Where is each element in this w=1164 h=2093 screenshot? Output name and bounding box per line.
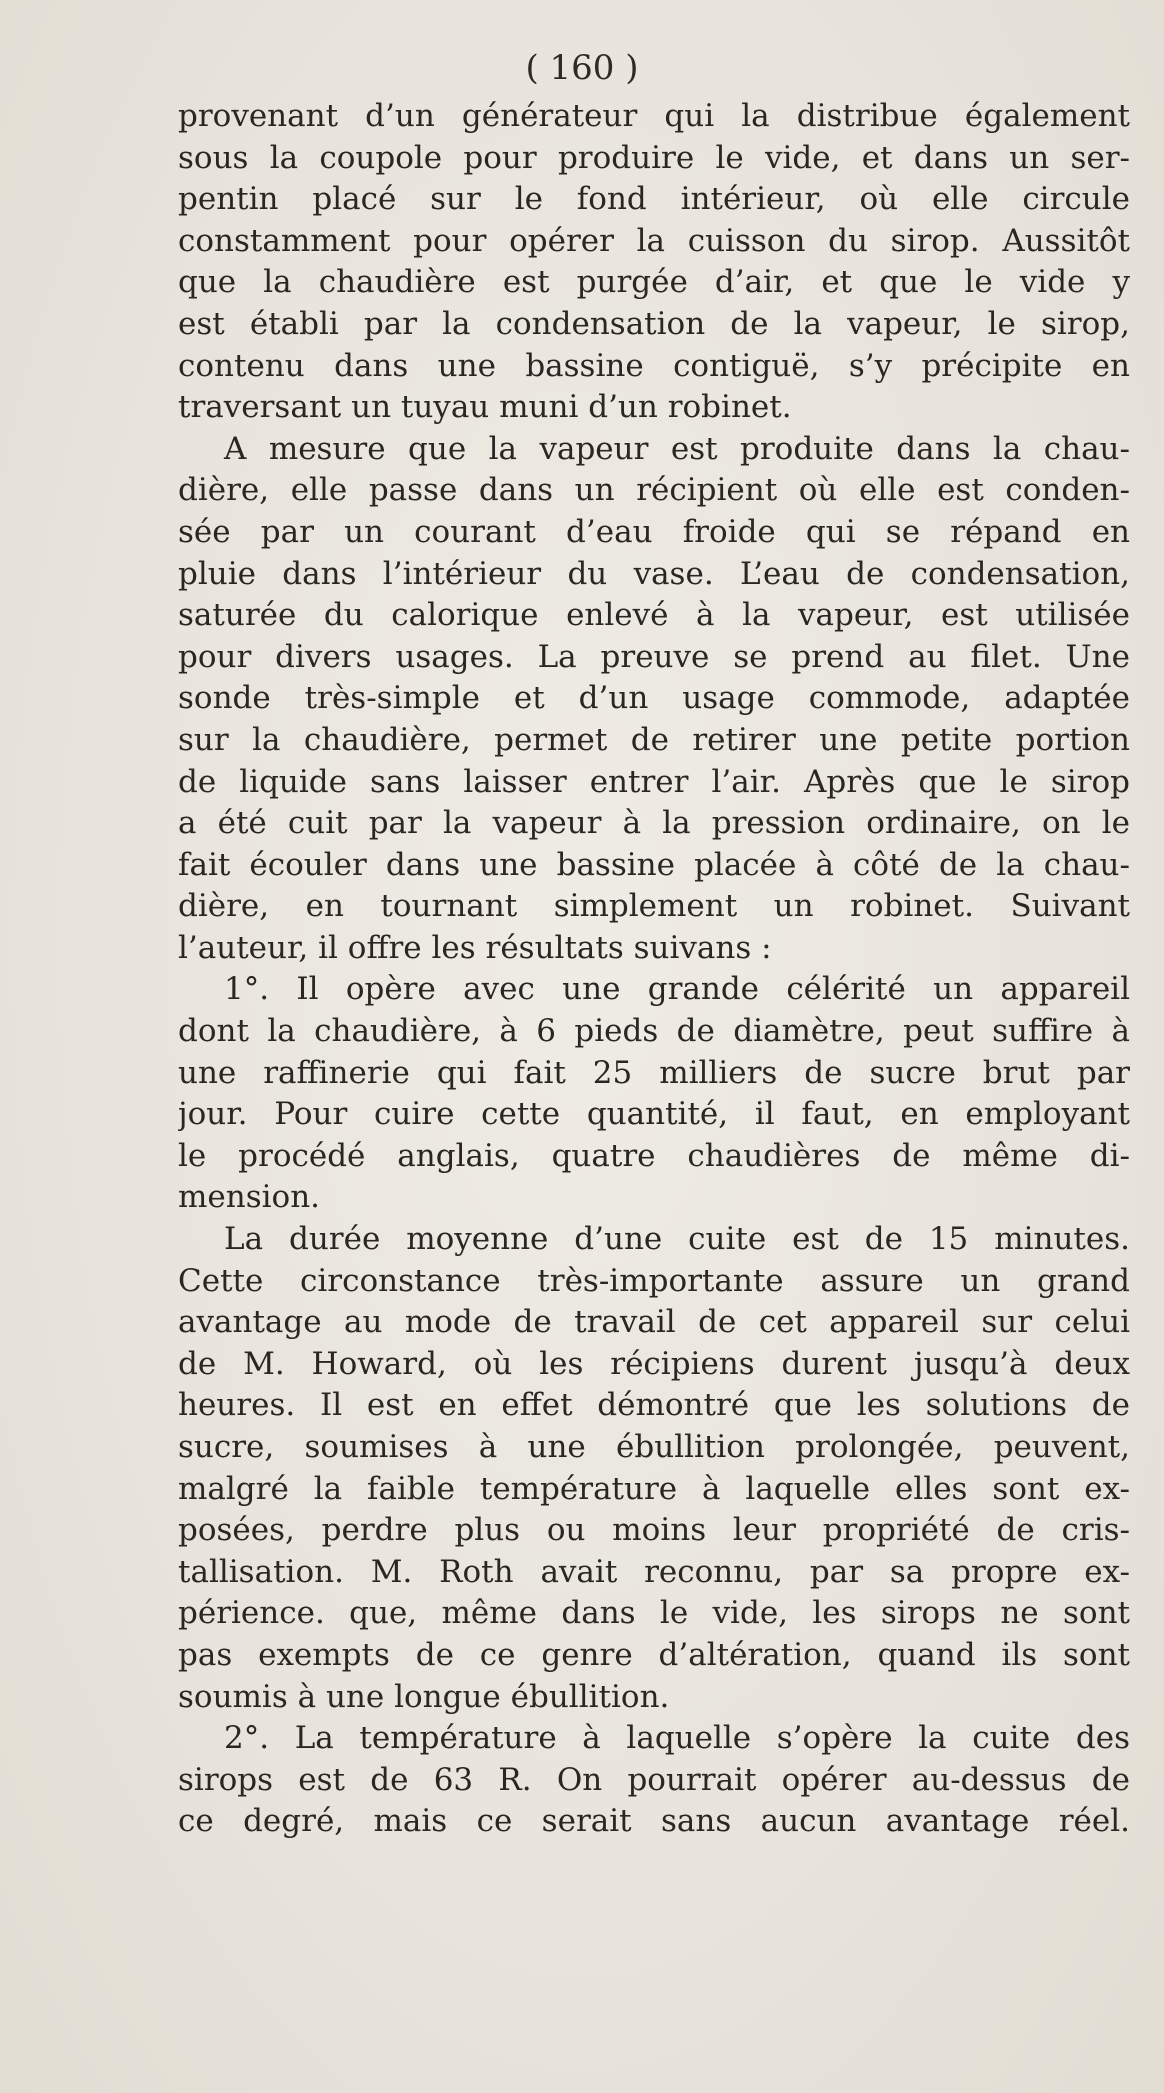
text-line: saturée du calorique enlevé à la vapeur, est utilisée bbox=[178, 597, 1130, 634]
paragraph bbox=[178, 96, 1130, 429]
text-line: traversant un tuyau muni d’un robinet. bbox=[178, 389, 792, 426]
text-line: a été cuit par la vapeur à la pression ordinaire, on le bbox=[178, 805, 1130, 842]
text-line: pluie dans l’intérieur du vase. L’eau de condensation, bbox=[178, 555, 1130, 592]
text-line: constamment pour opérer la cuisson du sirop. Aussitôt bbox=[178, 222, 1130, 259]
text-line: une raffinerie qui fait 25 milliers de sucre brut par bbox=[178, 1054, 1130, 1091]
text-line: de M. Howard, où les récipiens durent jusqu’à deux bbox=[178, 1345, 1130, 1382]
text-line: malgré la faible température à laquelle elles sont ex- bbox=[178, 1470, 1130, 1507]
text-line: sur la chaudière, permet de retirer une petite portion bbox=[178, 721, 1130, 758]
text-line: pentin placé sur le fond intérieur, où elle circule bbox=[178, 181, 1130, 218]
text-line: avantage au mode de travail de cet appareil sur celui bbox=[178, 1304, 1130, 1341]
text-line: pour divers usages. La preuve se prend au filet. Une bbox=[178, 638, 1130, 675]
text-line: sous la coupole pour produire le vide, et dans un ser- bbox=[178, 139, 1130, 176]
text-line: sucre, soumises à une ébullition prolongée, peuvent, bbox=[178, 1429, 1130, 1465]
text-line: ce degré, mais ce serait sans aucun avantage réel. bbox=[178, 1803, 1130, 1840]
text-line: La durée moyenne d’une cuite est de 15 minutes. bbox=[224, 1221, 1130, 1258]
text-line: de liquide sans laisser entrer l’air. Après que le sirop bbox=[178, 763, 1130, 800]
text-line: sirops est de 63 R. On pourrait opérer au-dessus de bbox=[178, 1761, 1130, 1798]
text-line: dont la chaudière, à 6 pieds de diamètre, peut suffire à bbox=[178, 1013, 1130, 1050]
text-line: tallisation. M. Roth avait reconnu, par sa propre ex- bbox=[178, 1553, 1130, 1590]
text-line: dière, en tournant simplement un robinet. Suivant bbox=[178, 888, 1130, 925]
text-line: pas exempts de ce genre d’altération, quand ils sont bbox=[178, 1636, 1130, 1673]
text-line: Cette circonstance très-importante assure un grand bbox=[178, 1262, 1130, 1299]
text-line: provenant d’un générateur qui la distribue également bbox=[178, 98, 1130, 134]
paragraph bbox=[178, 969, 1130, 1219]
page-number: ( 160 ) bbox=[525, 48, 639, 88]
text-line: sée par un courant d’eau froide qui se répand en bbox=[178, 513, 1130, 550]
text-line: l’auteur, il offre les résultats suivans : bbox=[178, 929, 772, 966]
text-line: sonde très-simple et d’un usage commode, adaptée bbox=[178, 680, 1130, 717]
paragraph bbox=[178, 1718, 1130, 1843]
text-line: fait écouler dans une bassine placée à côté de la chau- bbox=[178, 846, 1130, 883]
text-line: dière, elle passe dans un récipient où elle est conden- bbox=[178, 472, 1130, 509]
body-text bbox=[178, 96, 1130, 1843]
text-line: 1°. Il opère avec une grande célérité un appareil bbox=[224, 971, 1130, 1008]
text-line: que la chaudière est purgée d’air, et que le vide y bbox=[178, 264, 1130, 301]
text-line: heures. Il est en effet démontré que les solutions de bbox=[178, 1387, 1130, 1424]
text-line: soumis à une longue ébullition. bbox=[178, 1678, 670, 1715]
text-line: mension. bbox=[178, 1179, 321, 1216]
text-line: est établi par la condensation de la vapeur, le sirop, bbox=[178, 305, 1130, 342]
text-line: périence. que, même dans le vide, les sirops ne sont bbox=[178, 1595, 1130, 1632]
paragraph bbox=[178, 1219, 1130, 1718]
text-line: le procédé anglais, quatre chaudières de même di- bbox=[178, 1137, 1130, 1174]
text-line: A mesure que la vapeur est produite dans la chau- bbox=[224, 430, 1130, 467]
text-line: jour. Pour cuire cette quantité, il faut, en employant bbox=[178, 1096, 1130, 1133]
text-line: contenu dans une bassine contiguë, s’y précipite en bbox=[178, 347, 1130, 384]
paragraph bbox=[178, 429, 1130, 970]
text-line: posées, perdre plus ou moins leur propriété de cris- bbox=[178, 1512, 1130, 1549]
text-line: 2°. La température à laquelle s’opère la cuite des bbox=[224, 1720, 1130, 1757]
